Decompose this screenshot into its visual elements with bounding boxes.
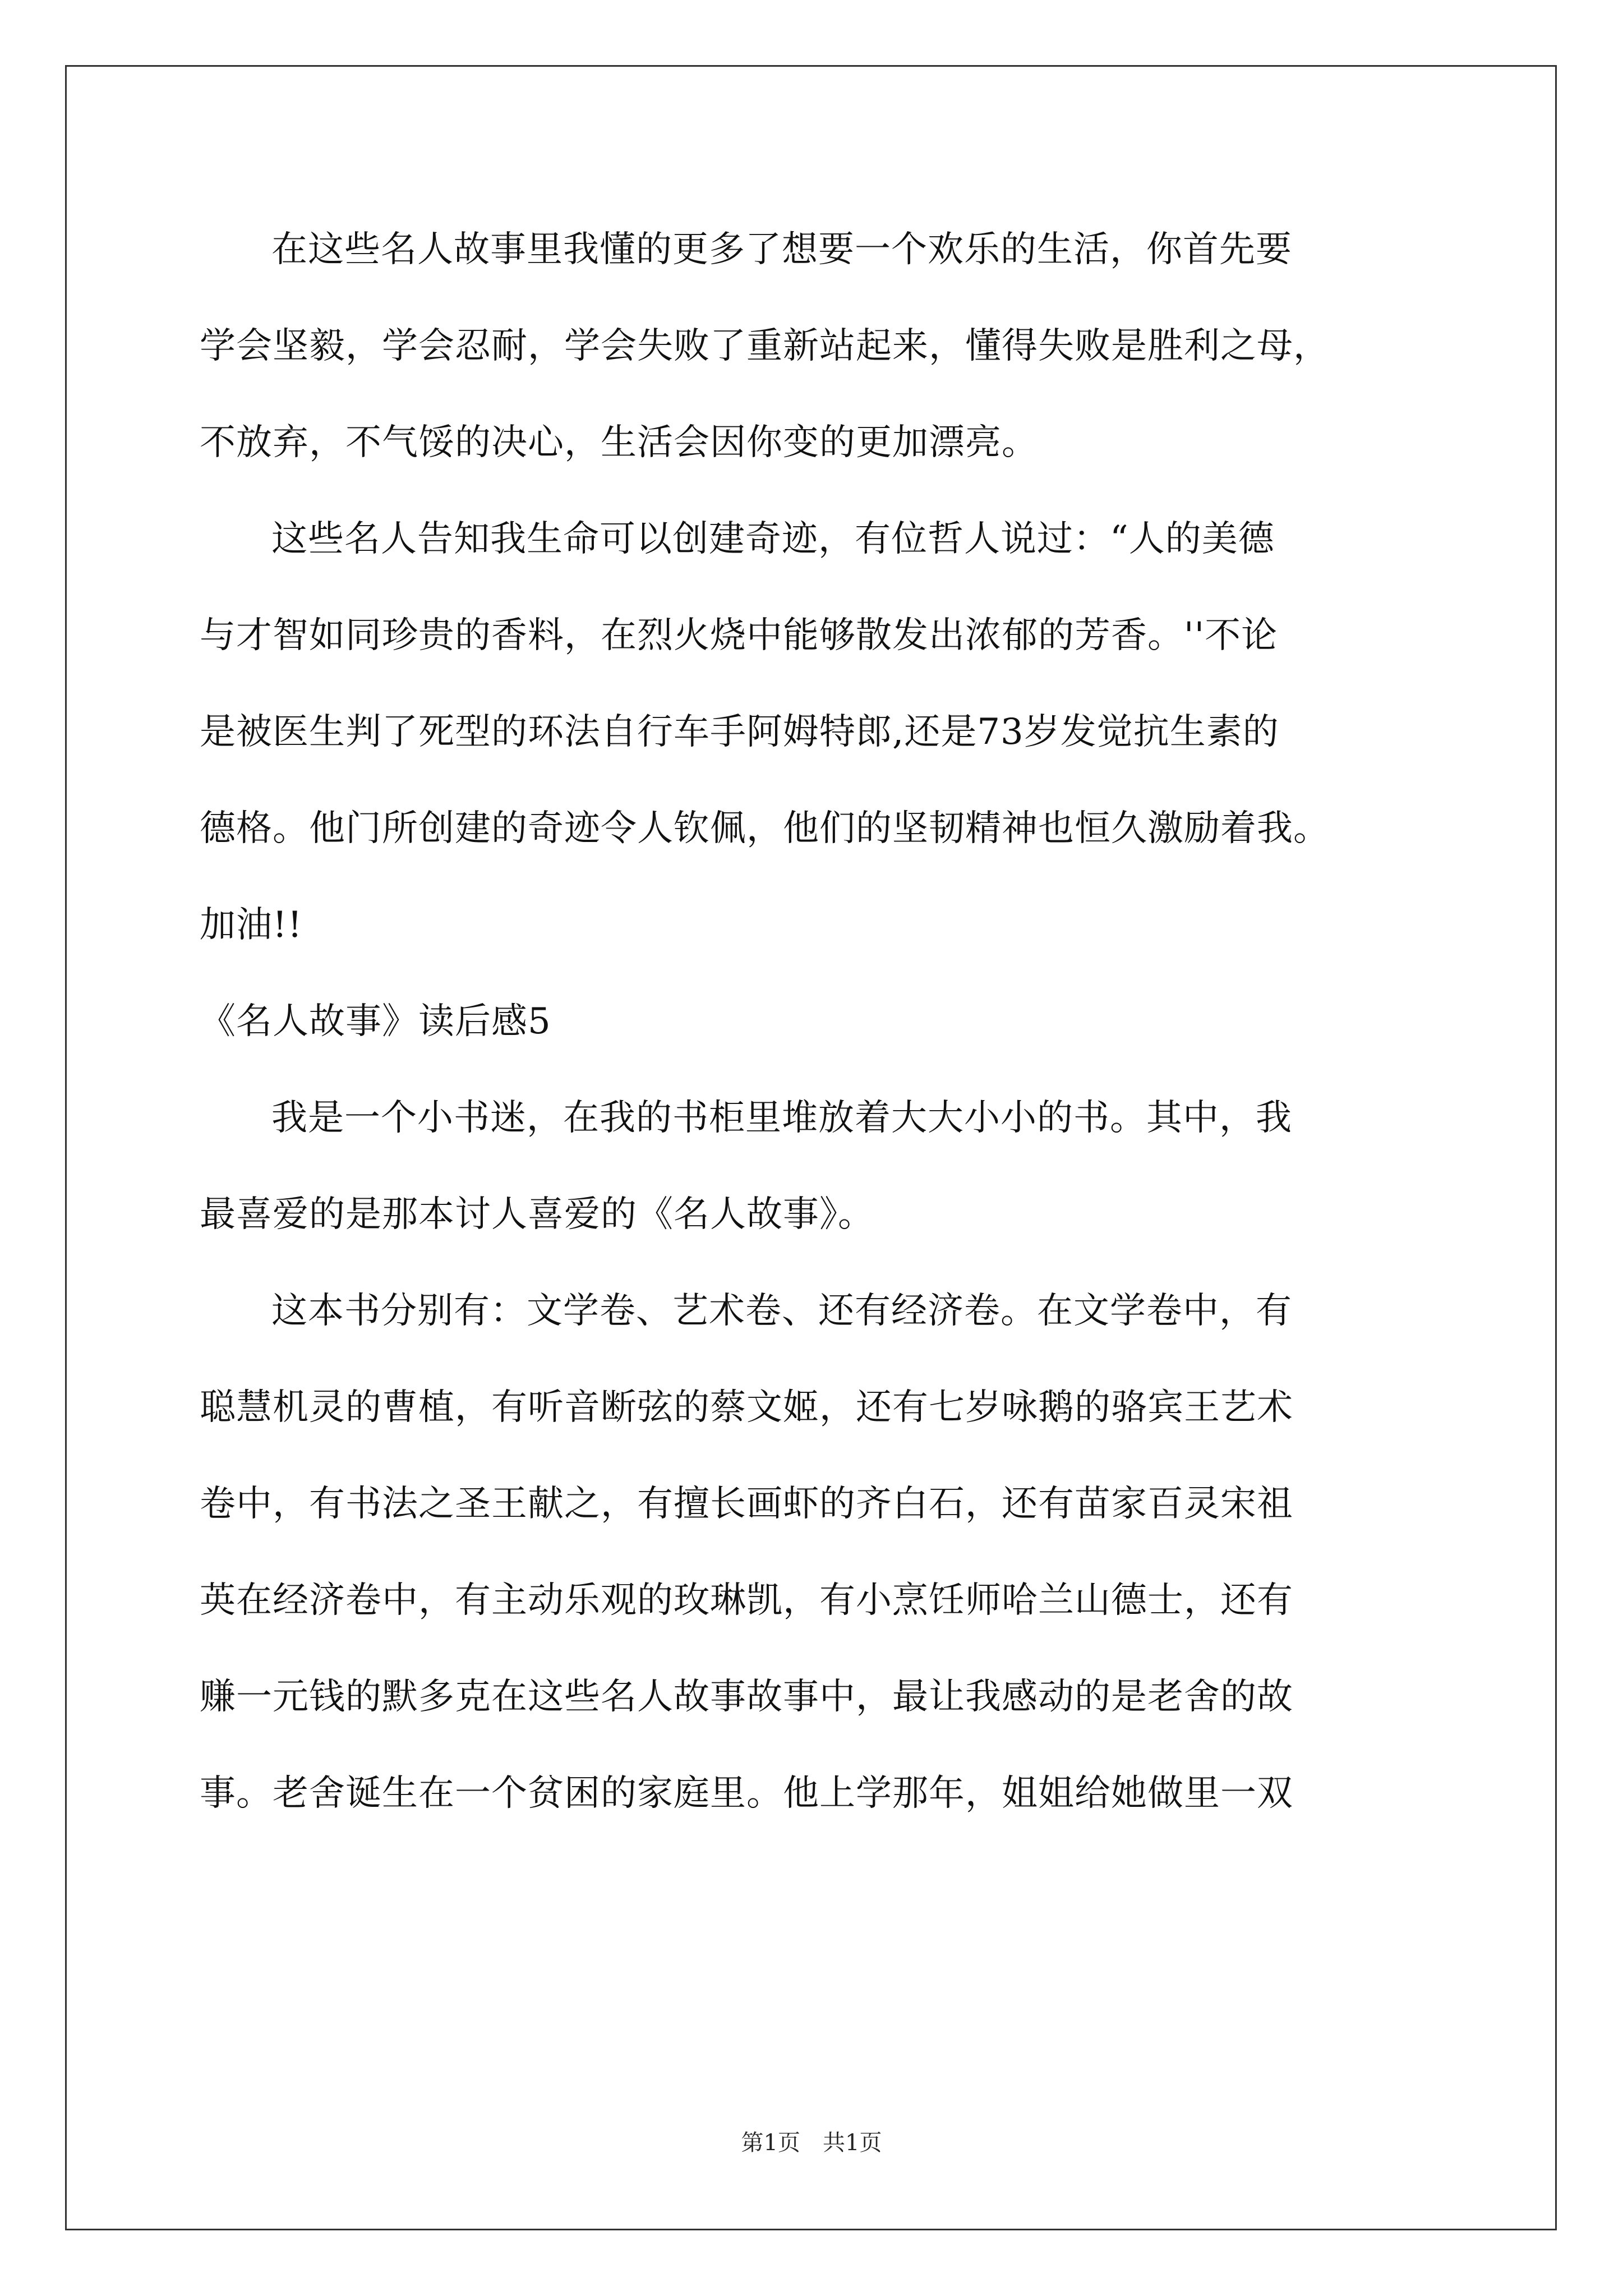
paragraph-2-line-5: 加油!! (200, 904, 303, 946)
paragraph-2-line-3: 是被医生判了死型的环法自行车手阿姆特郎,还是73岁发觉抗生素的 (200, 711, 1279, 753)
paragraph-1-line-3: 不放弃，不气馁的决心，生活会因你变的更加漂亮。 (200, 422, 1038, 463)
paragraph-1-line-1: 在这些名人故事里我懂的更多了想要一个欢乐的生活，你首先要 (271, 229, 1292, 270)
paragraph-2-line-2: 与才智如同珍贵的香料，在烈火烧中能够散发出浓郁的芳香。''不论 (200, 615, 1278, 656)
paragraph-3-line-1: 我是一个小书迷，在我的书柜里堆放着大大小小的书。其中，我 (271, 1097, 1292, 1139)
paragraph-4-line-1: 这本书分别有：文学卷、艺术卷、还有经济卷。在文学卷中，有 (271, 1290, 1292, 1332)
paragraph-4-line-2: 聪慧机灵的曹植，有听音断弦的蔡文姬，还有七岁咏鹅的骆宾王艺术 (200, 1387, 1293, 1428)
paragraph-2-line-1: 这些名人告知我生命可以创建奇迹，有位哲人说过：“人的美德 (271, 518, 1275, 560)
paragraph-2-line-4: 德格。他门所创建的奇迹令人钦佩，他们的坚韧精神也恒久激励着我。 (200, 808, 1330, 849)
paragraph-1-line-2: 学会坚毅，学会忍耐，学会失败了重新站起来，懂得失败是胜利之母， (200, 325, 1330, 367)
section-heading: 《名人故事》读后感5 (200, 1001, 551, 1042)
page-footer (0, 2129, 1623, 2157)
paragraph-4-line-3: 卷中，有书法之圣王献之，有擅长画虾的齐白石，还有苗家百灵宋祖 (200, 1483, 1293, 1525)
page-number: 第1页 (741, 2130, 800, 2156)
page-total: 共1页 (823, 2130, 882, 2156)
paragraph-4-line-5: 赚一元钱的默多克在这些名人故事故事中，最让我感动的是老舍的故 (200, 1676, 1293, 1718)
page-border (65, 65, 1557, 2230)
paragraph-3-line-2: 最喜爱的是那本讨人喜爱的《名人故事》。 (200, 1194, 874, 1235)
paragraph-4-line-6: 事。老舍诞生在一个贫困的家庭里。他上学那年，姐姐给她做里一双 (200, 1773, 1293, 1814)
paragraph-4-line-4: 英在经济卷中，有主动乐观的玫琳凯，有小烹饪师哈兰山德士，还有 (200, 1580, 1293, 1621)
